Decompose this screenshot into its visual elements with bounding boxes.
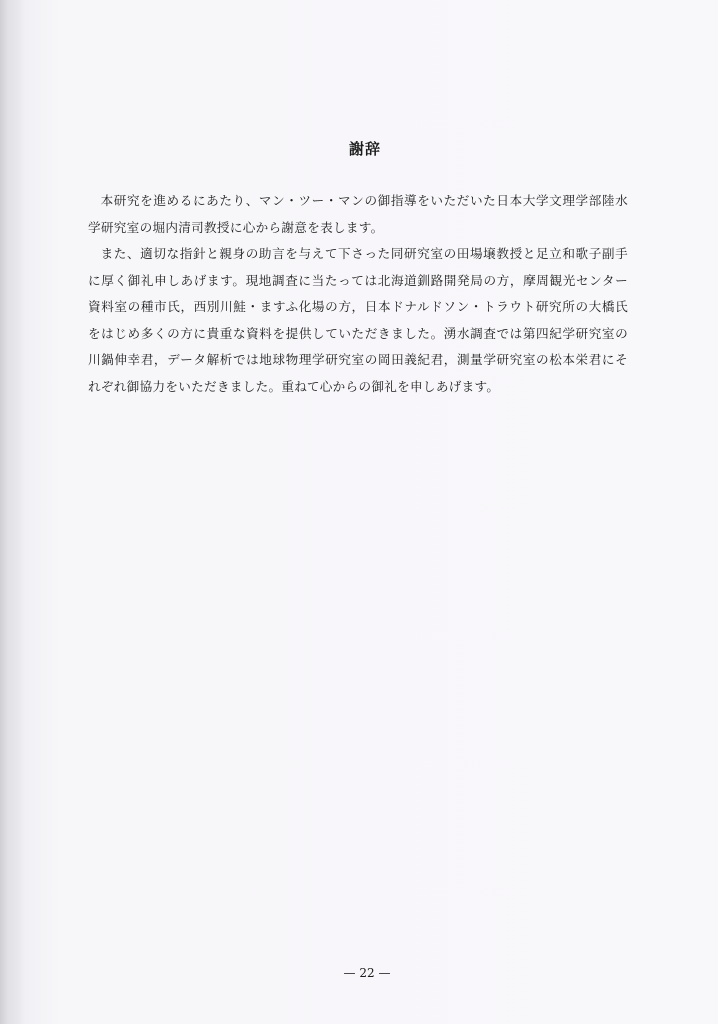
paragraph-2: また、適切な指針と親身の助言を与えて下さった同研究室の田場壌教授と足立和歌子副手に厚く御礼申しあげます。現地調査に当たっては北海道釧路開発局の方，摩周観光センター資料室の種市氏，西別川鮭・ますふ化場の方，日本ドナルドソン・トラウト研究所の大橋氏をはじめ多くの方に貴重な資料を提供していただきました。湧水調査では第四紀学研究室の川鍋伸幸君，データ解析では地球物理学研究室の岡田義紀君，測量学研究室の松本栄君にそれぞれ御協力をいただきました。重ねて心からの御礼を申しあげます。 [88, 246, 628, 394]
acknowledgements-body [88, 188, 628, 400]
page-title: 謝辞 [348, 140, 381, 158]
paragraph-1: 本研究を進めるにあたり、マン・ツー・マンの御指導をいただいた日本大学文理学部陸水学研究室の堀内清司教授に心から謝意を表します。 [88, 193, 628, 235]
page-number: — 22 — [343, 966, 391, 980]
